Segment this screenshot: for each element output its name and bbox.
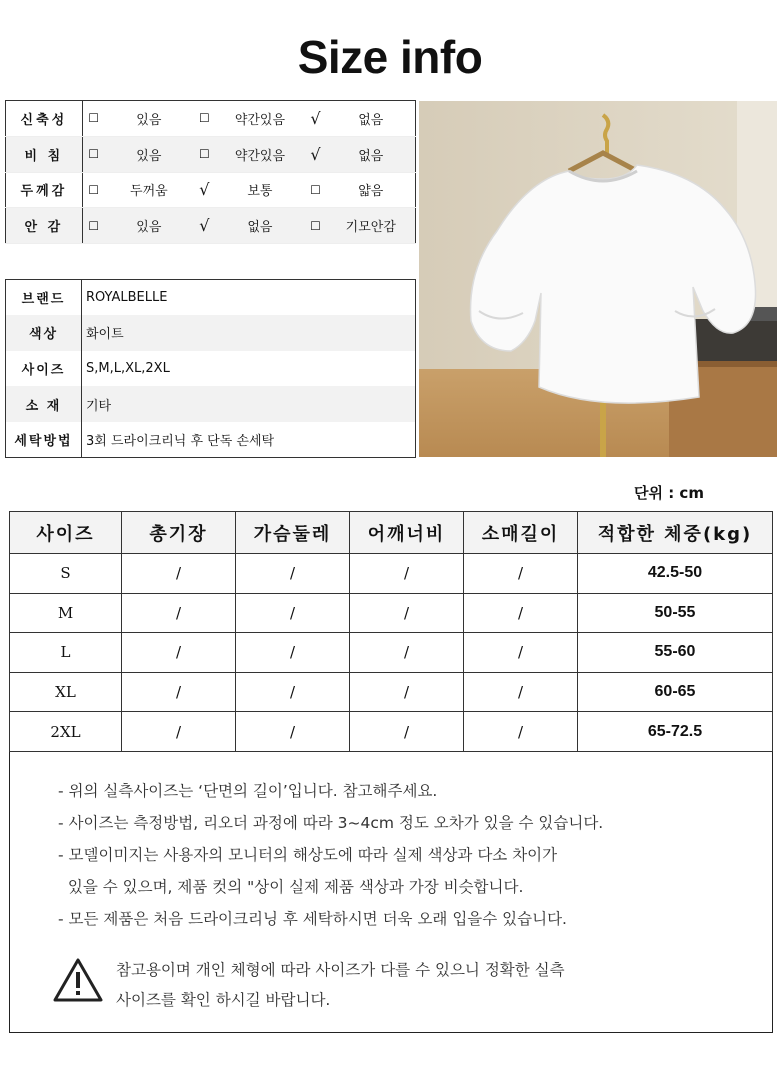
feature-row xyxy=(6,136,416,172)
column-header: 가슴둘레 xyxy=(236,512,350,554)
feature-row xyxy=(6,208,416,244)
weight-cell: 55-60 xyxy=(578,633,773,673)
feature-row xyxy=(6,101,416,137)
table-cell: / xyxy=(464,712,578,752)
size-table xyxy=(9,511,773,752)
column-header: 사이즈 xyxy=(10,512,122,554)
weight-cell: 42.5-50 xyxy=(578,554,773,594)
checkbox-icon: ☐ xyxy=(82,208,104,244)
feature-option: 보통 xyxy=(216,172,305,208)
info-row xyxy=(6,386,416,422)
table-cell: / xyxy=(464,672,578,712)
info-label: 사이즈 xyxy=(6,351,82,387)
info-value: 기타 xyxy=(82,386,416,422)
notes-box xyxy=(9,752,773,1033)
feature-option: 있음 xyxy=(104,101,193,137)
note-item: - 모델이미지는 사용자의 모니터의 해상도에 따라 실제 색상과 다소 차이가 xyxy=(58,846,558,864)
table-cell: / xyxy=(236,672,350,712)
table-cell: / xyxy=(122,672,236,712)
feature-option: 없음 xyxy=(216,208,305,244)
size-cell: S xyxy=(10,554,122,594)
checkbox-icon: ☐ xyxy=(193,136,215,172)
table-cell: / xyxy=(464,633,578,673)
table-cell: / xyxy=(236,554,350,594)
feature-table xyxy=(5,100,416,244)
check-mark-icon: √ xyxy=(304,101,326,137)
info-value: 화이트 xyxy=(82,315,416,351)
table-cell: / xyxy=(236,712,350,752)
white-tshirt-illustration xyxy=(419,101,777,457)
size-cell: L xyxy=(10,633,122,673)
table-cell: / xyxy=(350,672,464,712)
feature-option: 기모안감 xyxy=(327,208,416,244)
info-row xyxy=(6,280,416,316)
info-value: 3회 드라이크리닉 후 단독 손세탁 xyxy=(86,433,275,449)
size-cell: XL xyxy=(10,672,122,712)
feature-label: 비 침 xyxy=(6,136,83,172)
column-header: 적합한 체중(kg) xyxy=(578,512,773,554)
info-label: 브랜드 xyxy=(6,280,82,316)
info-label: 세탁방법 xyxy=(6,422,82,458)
table-cell: / xyxy=(236,633,350,673)
feature-label: 두께감 xyxy=(6,172,83,208)
warning-text xyxy=(116,955,565,1015)
weight-cell: 60-65 xyxy=(578,672,773,712)
table-cell: / xyxy=(122,712,236,752)
info-label: 소 재 xyxy=(6,386,82,422)
checkbox-icon: ☐ xyxy=(82,172,104,208)
info-value: ROYALBELLE xyxy=(86,290,168,306)
warning-line: 사이즈를 확인 하시길 바랍니다. xyxy=(116,991,331,1009)
feature-option: 있음 xyxy=(104,208,193,244)
info-row xyxy=(6,422,416,458)
note-item: - 모든 제품은 처음 드라이크리닝 후 세탁하시면 더욱 오래 입을수 있습니다. xyxy=(58,910,567,928)
feature-label: 안 감 xyxy=(6,208,83,244)
warning-triangle-icon xyxy=(52,957,104,1003)
size-cell: 2XL xyxy=(10,712,122,752)
table-row xyxy=(10,633,773,673)
feature-label: 신축성 xyxy=(6,101,83,137)
table-cell: / xyxy=(350,633,464,673)
table-row xyxy=(10,672,773,712)
feature-option: 있음 xyxy=(104,136,193,172)
checkbox-icon: ☐ xyxy=(82,101,104,137)
check-mark-icon: √ xyxy=(304,136,326,172)
size-table-header xyxy=(10,512,773,554)
size-cell: M xyxy=(10,593,122,633)
table-cell: / xyxy=(350,712,464,752)
feature-option: 약간있음 xyxy=(216,136,305,172)
note-item: - 사이즈는 측정방법, 리오더 과정에 따라 3~4cm 정도 오차가 있을 수 있습니다. xyxy=(58,814,604,832)
feature-option: 두꺼움 xyxy=(104,172,193,208)
check-mark-icon: √ xyxy=(193,208,215,244)
weight-cell: 65-72.5 xyxy=(578,712,773,752)
info-value: S,M,L,XL,2XL xyxy=(86,360,170,376)
info-row xyxy=(6,315,416,351)
note-item: 있을 수 있으며, 제품 컷의 "상이 실제 제품 색상과 가장 비슷합니다. xyxy=(58,878,524,896)
table-cell: / xyxy=(122,554,236,594)
table-cell: / xyxy=(464,554,578,594)
feature-option: 얇음 xyxy=(327,172,416,208)
checkbox-icon: ☐ xyxy=(82,136,104,172)
feature-option: 없음 xyxy=(327,136,416,172)
notes-list xyxy=(58,780,603,940)
table-row xyxy=(10,593,773,633)
warning-line: 참고용이며 개인 체형에 따라 사이즈가 다를 수 있으니 정확한 실측 xyxy=(116,961,565,979)
weight-cell: 50-55 xyxy=(578,593,773,633)
table-cell: / xyxy=(350,554,464,594)
checkbox-icon: ☐ xyxy=(304,208,326,244)
table-cell: / xyxy=(350,593,464,633)
column-header: 총기장 xyxy=(122,512,236,554)
product-info-table xyxy=(5,279,416,458)
info-row xyxy=(6,351,416,387)
checkbox-icon: ☐ xyxy=(193,101,215,137)
column-header: 어깨너비 xyxy=(350,512,464,554)
info-label: 색상 xyxy=(6,315,82,351)
product-photo xyxy=(419,101,777,457)
column-header: 소매길이 xyxy=(464,512,578,554)
table-cell: / xyxy=(122,633,236,673)
feature-option: 약간있음 xyxy=(216,101,305,137)
note-item: - 위의 실측사이즈는 ‘단면의 길이’입니다. 참고해주세요. xyxy=(58,782,438,800)
feature-option: 없음 xyxy=(327,101,416,137)
page-title: Size info xyxy=(297,31,483,83)
table-row xyxy=(10,554,773,594)
feature-row xyxy=(6,172,416,208)
checkbox-icon: ☐ xyxy=(304,172,326,208)
check-mark-icon: √ xyxy=(193,172,215,208)
table-cell: / xyxy=(236,593,350,633)
table-cell: / xyxy=(122,593,236,633)
table-cell: / xyxy=(464,593,578,633)
table-row xyxy=(10,712,773,752)
unit-label: 단위 : cm xyxy=(634,484,704,502)
